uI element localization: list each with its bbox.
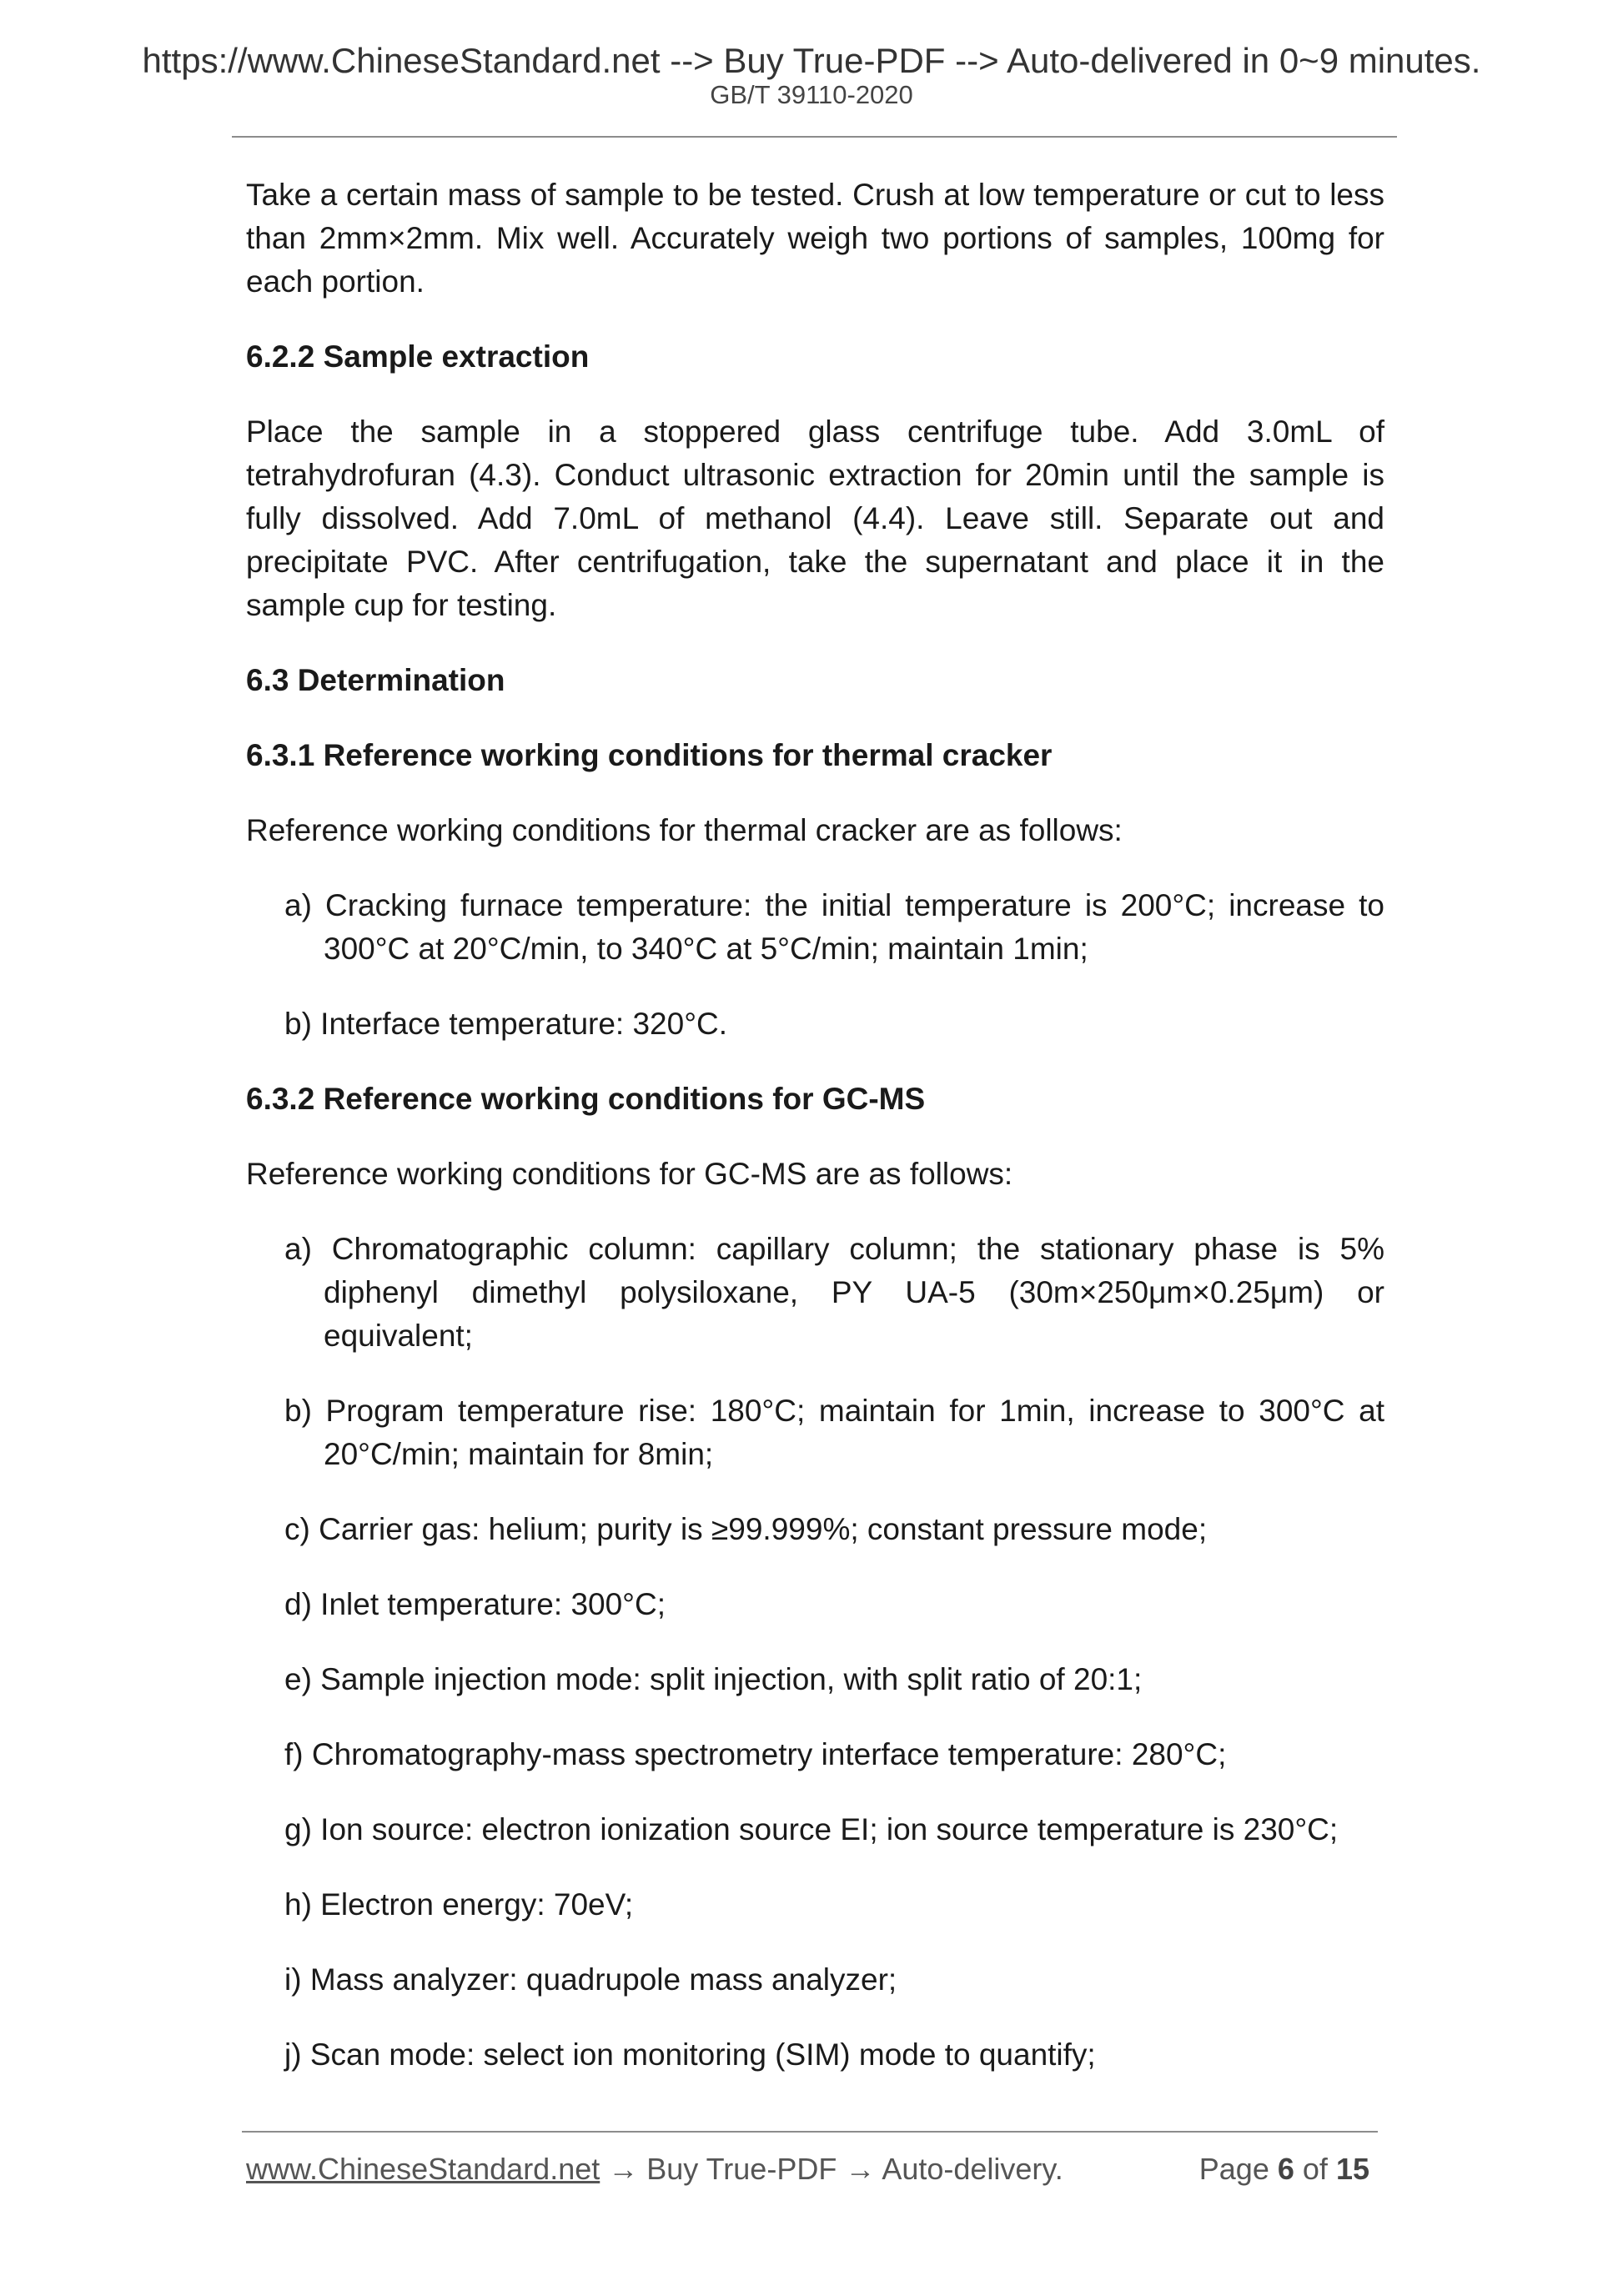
cracker-condition-item: b) Interface temperature: 320°C. [284, 1007, 728, 1041]
footer-tagline: → Buy True-PDF → Auto-delivery. [600, 2152, 1063, 2186]
page-of-label: of [1302, 2152, 1328, 2186]
header-divider [232, 136, 1397, 138]
sample-extraction-paragraph: Place the sample in a stoppered glass centrifuge tube. Add 3.0mL of tetrahydrofuran (4.3). Conduct ultrasonic extraction for 20min until the sample is fully dissolved. Add 7.0mL of methanol (4.4). Leave still. Separate out and precipitate PVC. After centrifugation, take the supernatant and place it in the sample cup for testing. [246, 414, 1384, 622]
page-label: Page [1198, 2152, 1269, 2186]
page-current: 6 [1277, 2152, 1294, 2186]
page-total: 15 [1335, 2152, 1369, 2186]
gcms-condition-item: f) Chromatography-mass spectrometry interface temperature: 280°C; [284, 1737, 1227, 1771]
page-indicator [1199, 2150, 1369, 2188]
gcms-condition-item: b) Program temperature rise: 180°C; maintain for 1min, increase to 300°C at 20°C/min; maintain for 8min; [284, 1394, 1384, 1471]
sample-prep-paragraph: Take a certain mass of sample to be tested. Crush at low temperature or cut to less than 2mm×2mm. Mix well. Accurately weigh two portions of samples, 100mg for each portion. [246, 178, 1384, 299]
gcms-condition-item: i) Mass analyzer: quadrupole mass analyzer; [284, 1962, 897, 1997]
document-id: GB/T 39110-2020 [710, 80, 913, 109]
footer-promo [246, 2150, 1063, 2188]
section-heading-6-3: 6.3 Determination [246, 663, 505, 697]
section-heading-6-3-1: 6.3.1 Reference working conditions for thermal cracker [246, 738, 1053, 772]
gcms-condition-item: g) Ion source: electron ionization source EI; ion source temperature is 230°C; [284, 1812, 1339, 1846]
gcms-condition-item: c) Carrier gas: helium; purity is ≥99.999%; constant pressure mode; [284, 1512, 1208, 1546]
footer-divider [242, 2131, 1378, 2133]
gcms-condition-item: e) Sample injection mode: split injection, with split ratio of 20:1; [284, 1662, 1143, 1696]
page-content [246, 173, 1384, 2108]
website-link[interactable]: www.ChineseStandard.net [246, 2152, 600, 2186]
cracker-condition-item: a) Cracking furnace temperature: the initial temperature is 200°C; increase to 300°C at 20°C/min, to 340°C at 5°C/min; maintain 1min; [284, 888, 1384, 966]
gcms-condition-item: h) Electron energy: 70eV; [284, 1887, 634, 1922]
section-heading-6-3-2: 6.3.2 Reference working conditions for GC-MS [246, 1082, 926, 1116]
section-heading-6-2-2: 6.2.2 Sample extraction [246, 339, 590, 374]
gcms-condition-item: j) Scan mode: select ion monitoring (SIM) mode to quantify; [284, 2037, 1096, 2072]
gcms-intro-paragraph: Reference working conditions for GC-MS are as follows: [246, 1157, 1013, 1191]
source-banner: https://www.ChineseStandard.net --> Buy True-PDF --> Auto-delivered in 0~9 minutes. [142, 41, 1481, 80]
cracker-intro-paragraph: Reference working conditions for thermal cracker are as follows: [246, 813, 1123, 847]
gcms-condition-item: d) Inlet temperature: 300°C; [284, 1587, 666, 1621]
gcms-condition-item: a) Chromatographic column: capillary column; the stationary phase is 5% diphenyl dimethyl polysiloxane, PY UA-5 (30m×250μm×0.25μm) or equivalent; [284, 1232, 1384, 1353]
